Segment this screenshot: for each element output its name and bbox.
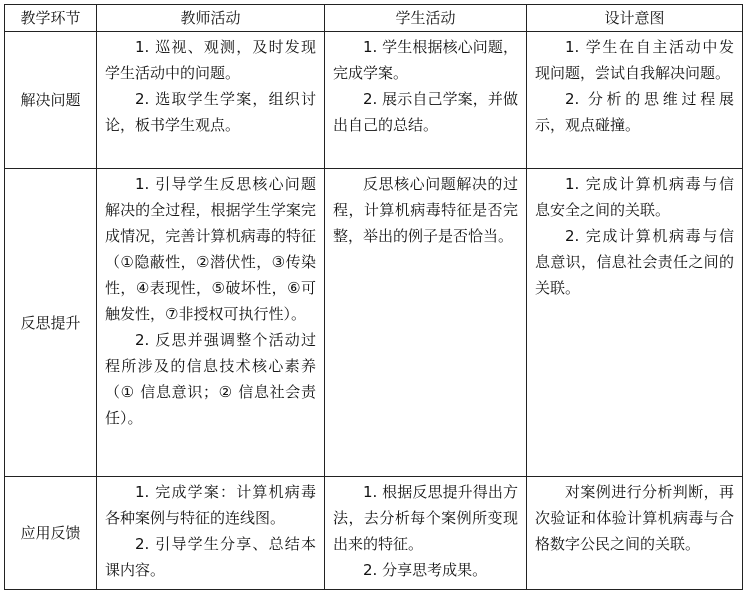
stage-cell: 反思提升 xyxy=(5,169,97,476)
teacher-activity-cell xyxy=(97,476,325,589)
teacher-activity-item: 1. 巡视、观测，及时发现学生活动中的问题。 xyxy=(105,38,316,82)
table-row xyxy=(5,32,743,169)
header-student-activity: 学生活动 xyxy=(325,5,527,32)
teacher-activity-item: 1. 引导学生反思核心问题解决的全过程，根据学生学案完成情况，完善计算机病毒的特征（①隐蔽性，②潜伏性，③传染性，④表现性，⑤破坏性，⑥可触发性，⑦非授权可执行性）。 xyxy=(105,175,316,324)
design-intent-item: 对案例进行分析判断，再次验证和体验计算机病毒与合格数字公民之间的关联。 xyxy=(535,482,734,553)
design-intent-cell xyxy=(527,476,743,589)
stage-cell: 解决问题 xyxy=(5,32,97,169)
header-teacher-activity: 教师活动 xyxy=(97,5,325,32)
design-intent-item: 1. 完成计算机病毒与信息安全之间的关联。 xyxy=(535,175,734,220)
design-intent-item: 2. 分析的思维过程展示，观点碰撞。 xyxy=(535,90,734,134)
student-activity-cell xyxy=(325,169,527,476)
header-stage: 教学环节 xyxy=(5,5,97,32)
student-activity-item: 2. 展示自己学案，并做出自己的总结。 xyxy=(333,90,518,134)
student-activity-item: 反思核心问题解决的过程，计算机病毒特征是否完整，举出的例子是否恰当。 xyxy=(333,175,518,246)
teacher-activity-item: 2. 引导学生分享、总结本课内容。 xyxy=(105,534,316,579)
design-intent-item: 1. 学生在自主活动中发现问题，尝试自我解决问题。 xyxy=(535,38,734,82)
stage-cell: 应用反馈 xyxy=(5,476,97,589)
header-design-intent: 设计意图 xyxy=(527,5,743,32)
design-intent-item: 2. 完成计算机病毒与信息意识，信息社会责任之间的关联。 xyxy=(535,227,734,298)
student-activity-cell xyxy=(325,476,527,589)
table-row xyxy=(5,169,743,476)
header-row xyxy=(5,5,743,32)
student-activity-item: 1. 学生根据核心问题，完成学案。 xyxy=(333,38,518,82)
teacher-activity-cell xyxy=(97,32,325,169)
teacher-activity-item: 2. 选取学生学案，组织讨论，板书学生观点。 xyxy=(105,90,316,134)
lesson-plan-table xyxy=(4,4,743,590)
design-intent-cell xyxy=(527,32,743,169)
student-activity-item: 1. 根据反思提升得出方法，去分析每个案例所变现出来的特征。 xyxy=(333,482,518,553)
teacher-activity-item: 2. 反思并强调整个活动过程所涉及的信息技术核心素养（① 信息意识；② 信息社会责任）。 xyxy=(105,331,316,428)
teacher-activity-cell xyxy=(97,169,325,476)
design-intent-cell xyxy=(527,169,743,476)
teacher-activity-item: 1. 完成学案：计算机病毒各种案例与特征的连线图。 xyxy=(105,482,316,527)
table-row xyxy=(5,476,743,589)
student-activity-cell xyxy=(325,32,527,169)
student-activity-item: 2. 分享思考成果。 xyxy=(363,560,488,579)
